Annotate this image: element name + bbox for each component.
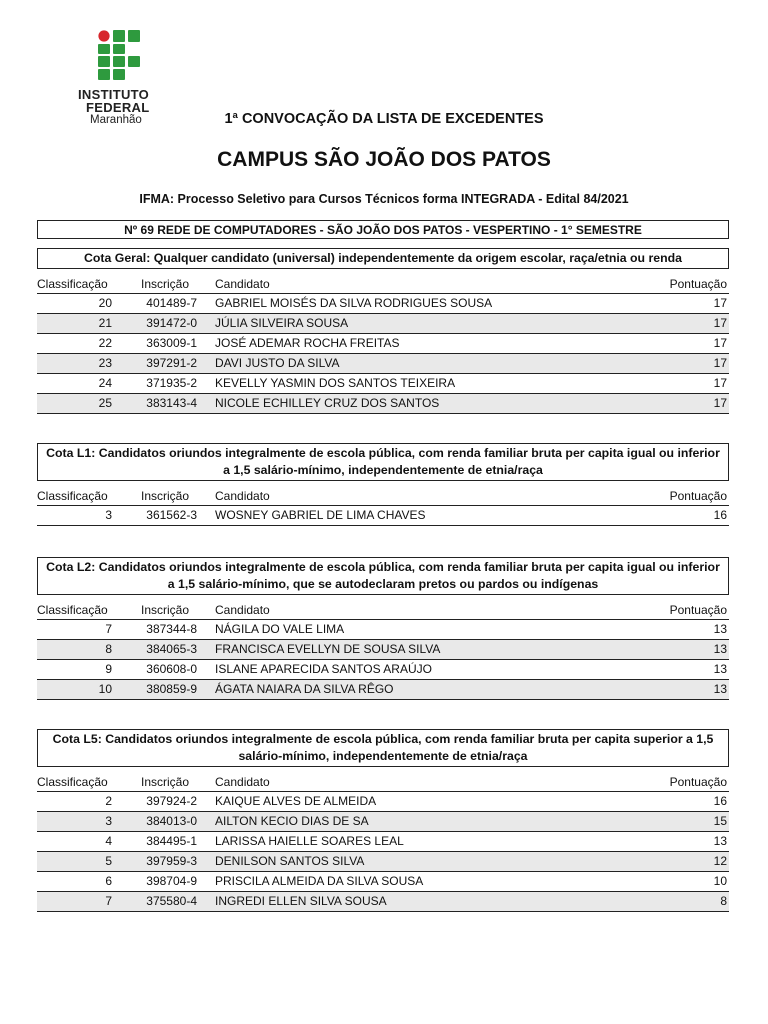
cell-inscricao: 397924-2: [146, 794, 197, 808]
cell-classificacao: 24: [98, 376, 112, 390]
cell-pontuacao: 15: [713, 814, 727, 828]
header-candidato: Candidato: [215, 277, 270, 291]
table-row: [37, 812, 729, 832]
cell-classificacao: 3: [105, 508, 112, 522]
cell-inscricao: 360608-0: [146, 662, 197, 676]
cell-candidato: JOSÉ ADEMAR ROCHA FREITAS: [215, 336, 400, 350]
cell-classificacao: 5: [105, 854, 112, 868]
table-row: [37, 620, 729, 640]
cell-candidato: KEVELLY YASMIN DOS SANTOS TEIXEIRA: [215, 376, 456, 390]
header-pontuacao: Pontuação: [669, 277, 727, 291]
cell-candidato: DENILSON SANTOS SILVA: [215, 854, 365, 868]
header-classificacao: Classificação: [37, 775, 108, 789]
cell-inscricao: 397291-2: [146, 356, 197, 370]
cell-classificacao: 25: [98, 396, 112, 410]
cell-candidato: ISLANE APARECIDA SANTOS ARAÚJO: [215, 662, 432, 676]
header-classificacao: Classificação: [37, 489, 108, 503]
table-row: [37, 374, 729, 394]
header-pontuacao: Pontuação: [669, 489, 727, 503]
header-pontuacao: Pontuação: [669, 775, 727, 789]
cell-candidato: INGREDI ELLEN SILVA SOUSA: [215, 894, 387, 908]
campus-title: CAMPUS SÃO JOÃO DOS PATOS: [217, 148, 551, 171]
cell-pontuacao: 17: [713, 376, 727, 390]
table-row: [37, 832, 729, 852]
header-candidato: Candidato: [215, 775, 270, 789]
cell-candidato: KAIQUE ALVES DE ALMEIDA: [215, 794, 377, 808]
cell-inscricao: 384065-3: [146, 642, 197, 656]
quota-section: [37, 557, 729, 700]
quota-title: Cota L1: Candidatos oriundos integralmente de escola pública, com renda familiar bruta per capita igual ou inferior a 1,5 salário-mínimo, independentemente de etnia/raça: [37, 443, 729, 481]
cell-classificacao: 10: [98, 682, 112, 696]
header-classificacao: Classificação: [37, 277, 108, 291]
cell-pontuacao: 10: [713, 874, 727, 888]
header-inscricao: Inscrição: [141, 489, 190, 503]
table-row: [37, 334, 729, 354]
quota-title: Cota L5: Candidatos oriundos integralmente de escola pública, com renda familiar bruta per capita superior a 1,5 salário-mínimo, independentemente de etnia/raça: [37, 729, 729, 767]
cell-inscricao: 387344-8: [146, 622, 197, 636]
table-row: [37, 892, 729, 912]
cell-inscricao: 401489-7: [146, 296, 197, 310]
table-header: [37, 773, 729, 792]
cell-inscricao: 398704-9: [146, 874, 197, 888]
table-row: [37, 506, 729, 526]
cell-inscricao: 361562-3: [146, 508, 197, 522]
cell-candidato: JÚLIA SILVEIRA SOUSA: [215, 316, 349, 330]
cell-pontuacao: 17: [713, 336, 727, 350]
header-inscricao: Inscrição: [141, 775, 190, 789]
cell-pontuacao: 16: [713, 794, 727, 808]
table-row: [37, 660, 729, 680]
table-row: [37, 640, 729, 660]
cell-inscricao: 391472-0: [146, 316, 197, 330]
cell-pontuacao: 13: [713, 682, 727, 696]
cell-pontuacao: 17: [713, 396, 727, 410]
table-header: [37, 275, 729, 294]
cell-pontuacao: 8: [720, 894, 727, 908]
cell-pontuacao: 16: [713, 508, 727, 522]
cell-candidato: NÁGILA DO VALE LIMA: [215, 622, 345, 636]
cell-classificacao: 21: [98, 316, 112, 330]
cell-candidato: DAVI JUSTO DA SILVA: [215, 356, 340, 370]
quota-section: [37, 443, 729, 526]
logo-line2: FEDERAL: [86, 100, 150, 115]
table-header: [37, 601, 729, 620]
header-pontuacao: Pontuação: [669, 603, 727, 617]
table-row: [37, 852, 729, 872]
cell-candidato: NICOLE ECHILLEY CRUZ DOS SANTOS: [215, 396, 440, 410]
cell-candidato: LARISSA HAIELLE SOARES LEAL: [215, 834, 404, 848]
cell-inscricao: 380859-9: [146, 682, 197, 696]
table-row: [37, 314, 729, 334]
logo-line3: Maranhão: [90, 114, 142, 126]
quota-title: Cota L2: Candidatos oriundos integralmente de escola pública, com renda familiar bruta per capita igual ou inferior a 1,5 salário-mínimo, que se autodeclaram pretos ou pardos ou indígenas: [37, 557, 729, 595]
edital-subtitle: IFMA: Processo Seletivo para Cursos Técnicos forma INTEGRADA - Edital 84/2021: [139, 192, 629, 206]
cell-classificacao: 4: [105, 834, 112, 848]
table-row: [37, 294, 729, 314]
cell-classificacao: 20: [98, 296, 112, 310]
cell-candidato: WOSNEY GABRIEL DE LIMA CHAVES: [215, 508, 426, 522]
cell-classificacao: 6: [105, 874, 112, 888]
table-row: [37, 872, 729, 892]
cell-pontuacao: 17: [713, 316, 727, 330]
cell-candidato: ÁGATA NAIARA DA SILVA RÊGO: [215, 682, 394, 696]
cell-inscricao: 363009-1: [146, 336, 197, 350]
header-inscricao: Inscrição: [141, 277, 190, 291]
ifma-logo-mark-icon: [98, 30, 142, 82]
cell-classificacao: 22: [98, 336, 112, 350]
table-row: [37, 354, 729, 374]
cell-pontuacao: 13: [713, 834, 727, 848]
cell-classificacao: 9: [105, 662, 112, 676]
cell-pontuacao: 13: [713, 622, 727, 636]
cell-candidato: PRISCILA ALMEIDA DA SILVA SOUSA: [215, 874, 424, 888]
cell-classificacao: 2: [105, 794, 112, 808]
header-inscricao: Inscrição: [141, 603, 190, 617]
table-row: [37, 680, 729, 700]
cell-pontuacao: 13: [713, 642, 727, 656]
cell-classificacao: 7: [105, 622, 112, 636]
cell-candidato: FRANCISCA EVELLYN DE SOUSA SILVA: [215, 642, 441, 656]
header-candidato: Candidato: [215, 603, 270, 617]
cell-classificacao: 7: [105, 894, 112, 908]
logo-line1: INSTITUTO: [78, 87, 150, 102]
header-candidato: Candidato: [215, 489, 270, 503]
quota-section: [37, 729, 729, 912]
cell-pontuacao: 13: [713, 662, 727, 676]
cell-inscricao: 384495-1: [146, 834, 197, 848]
cell-inscricao: 397959-3: [146, 854, 197, 868]
cell-classificacao: 23: [98, 356, 112, 370]
table-header: [37, 487, 729, 506]
cell-pontuacao: 17: [713, 296, 727, 310]
cell-pontuacao: 17: [713, 356, 727, 370]
cell-candidato: GABRIEL MOISÉS DA SILVA RODRIGUES SOUSA: [215, 296, 493, 310]
header-classificacao: Classificação: [37, 603, 108, 617]
cell-candidato: AILTON KECIO DIAS DE SA: [215, 814, 369, 828]
cell-inscricao: 375580-4: [146, 894, 197, 908]
cell-inscricao: 383143-4: [146, 396, 197, 410]
course-banner: Nº 69 REDE DE COMPUTADORES - SÃO JOÃO DOS PATOS - VESPERTINO - 1° SEMESTRE: [37, 220, 729, 239]
quota-section: [37, 248, 729, 414]
cell-pontuacao: 12: [713, 854, 727, 868]
table-row: [37, 792, 729, 812]
cell-inscricao: 371935-2: [146, 376, 197, 390]
document-title: 1ª CONVOCAÇÃO DA LISTA DE EXCEDENTES: [224, 111, 544, 127]
cell-classificacao: 3: [105, 814, 112, 828]
table-row: [37, 394, 729, 414]
cell-classificacao: 8: [105, 642, 112, 656]
quota-title: Cota Geral: Qualquer candidato (universal) independentemente da origem escolar, raça/etnia ou renda: [37, 248, 729, 269]
cell-inscricao: 384013-0: [146, 814, 197, 828]
